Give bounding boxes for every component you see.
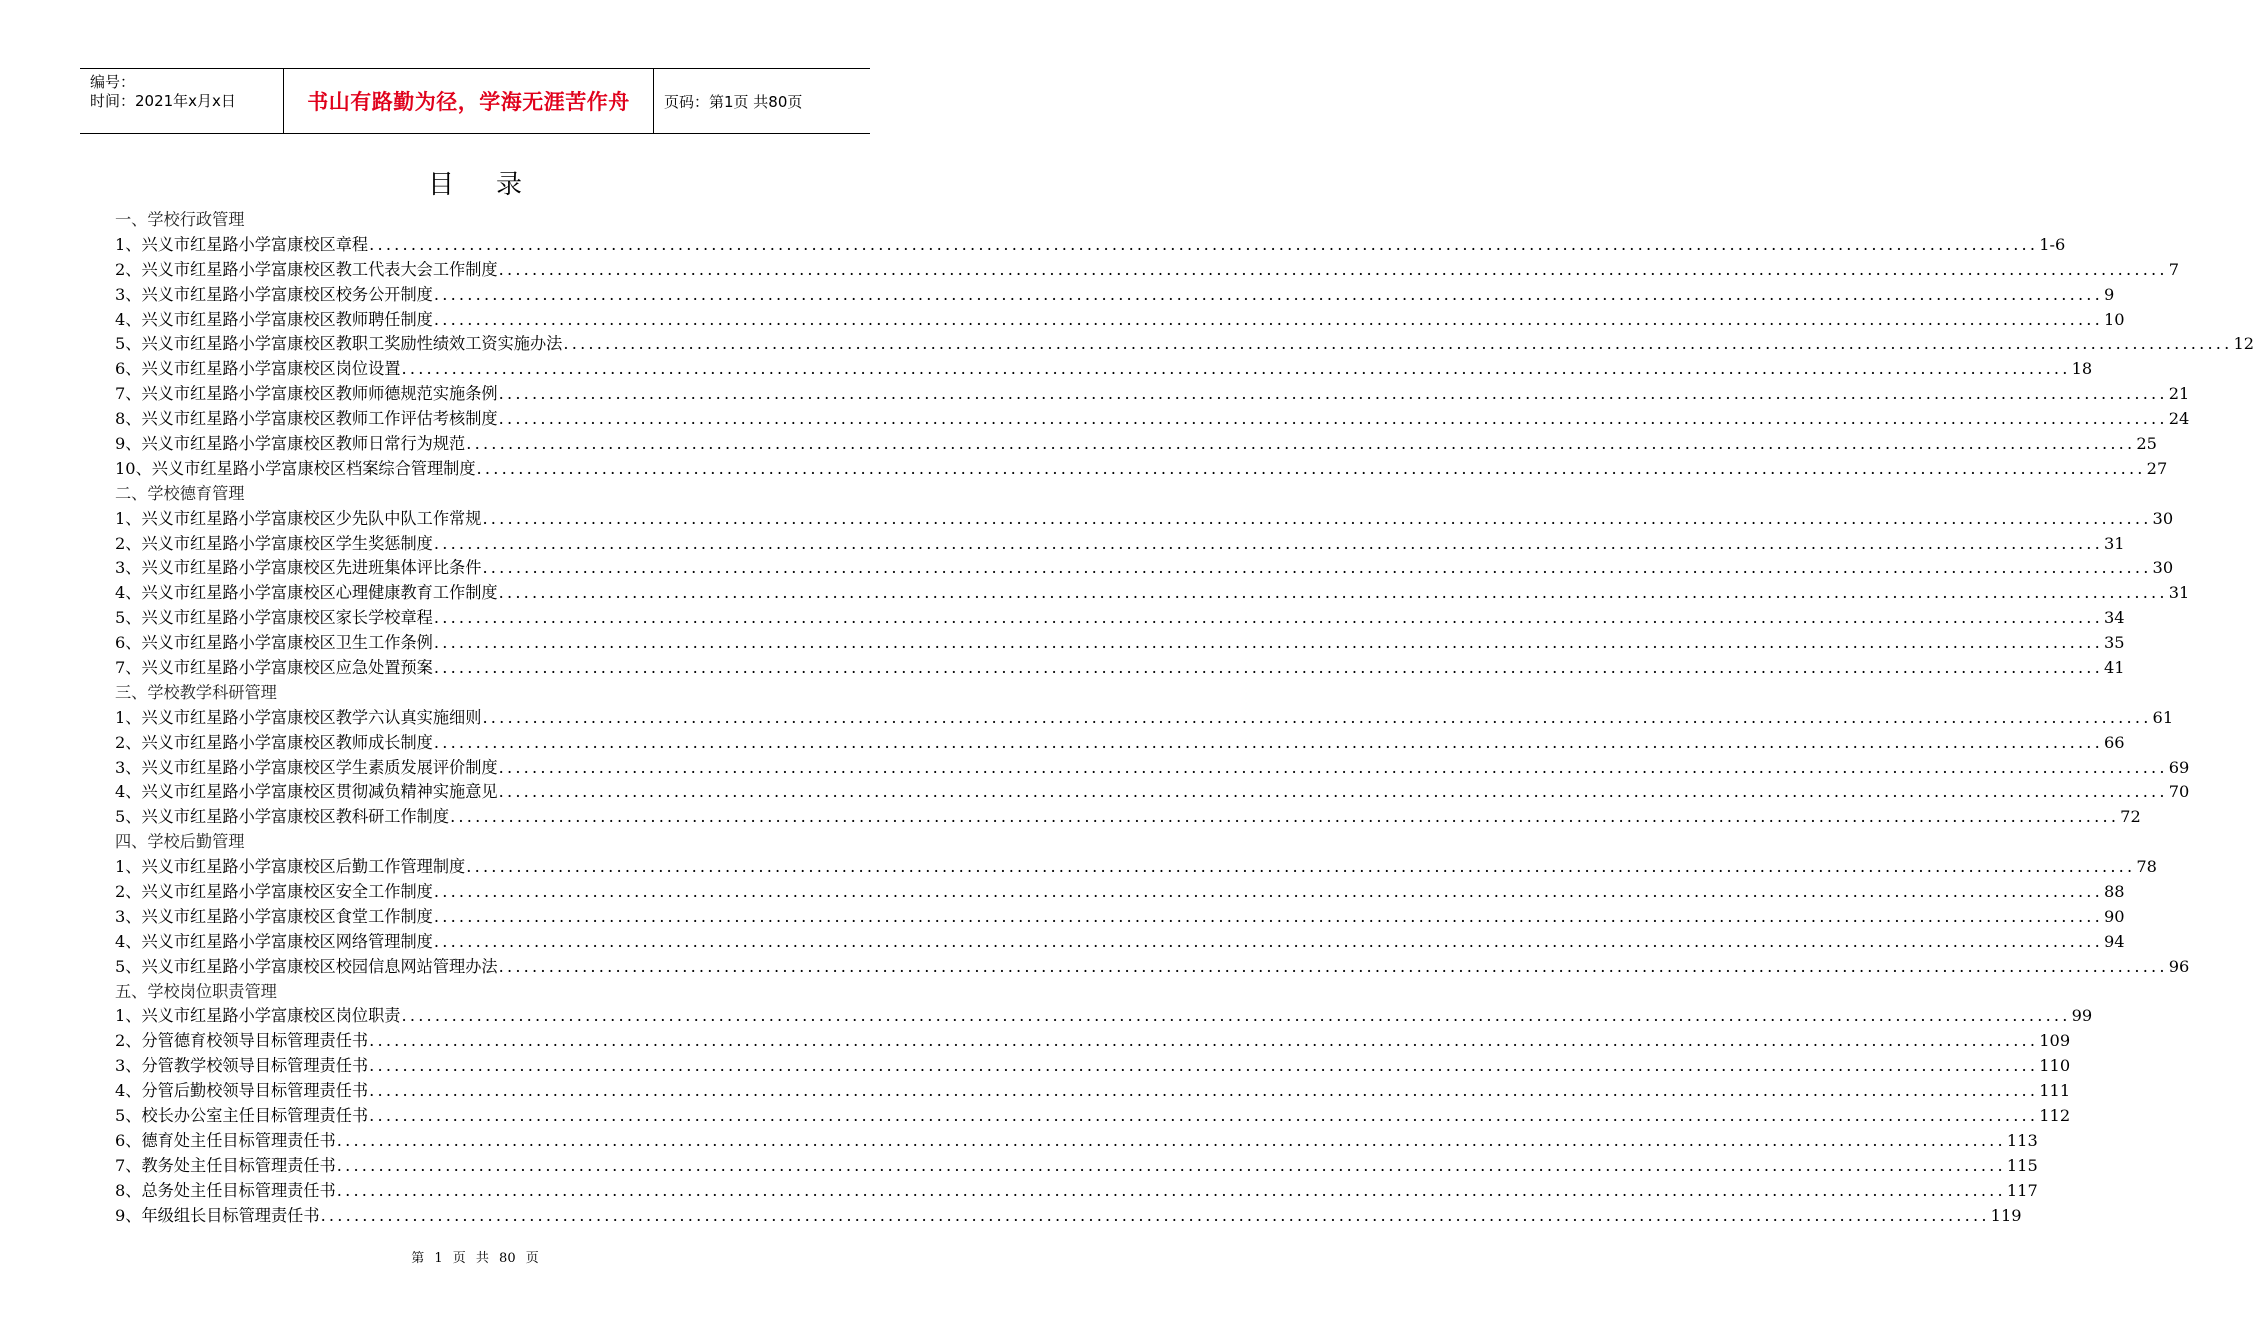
toc-label: 7、兴义市红星路小学富康校区教师师德规范实施条例 [115,384,498,404]
toc-leader-dots: ........................................................................................................................................................................................................ [433,931,2103,951]
toc-page-number: 35 [2103,633,2125,653]
toc-entry[interactable] [115,507,2174,532]
toc-leader-dots: ........................................................................................................................................................................................................ [498,409,2168,429]
toc-entry[interactable] [115,1029,2071,1054]
toc-section [115,208,837,233]
toc-label: 4、兴义市红星路小学富康校区心理健康教育工作制度 [115,583,498,603]
toc-page-number: 10 [2103,309,2125,329]
toc-entry[interactable] [115,1129,2038,1154]
toc-leader-dots: ........................................................................................................................................................................................................ [466,434,2136,453]
toc-entry[interactable] [115,1154,2038,1179]
toc-label: 1、兴义市红星路小学富康校区后勤工作管理制度 [115,857,466,877]
toc-leader-dots: ........................................................................................................................................................................................................ [498,583,2168,603]
toc-leader-dots: ........................................................................................................................................................................................................ [336,1130,2006,1150]
toc-label: 3、兴义市红星路小学富康校区食堂工作制度 [115,906,433,926]
toc-page-number: 109 [2039,1031,2071,1051]
code-label: 编号： [90,73,136,91]
toc-entry[interactable] [115,706,2174,731]
toc-entry[interactable] [115,581,2190,606]
toc-page-number: 31 [2168,583,2190,603]
toc-leader-dots: ........................................................................................................................................................................................................ [482,707,2152,727]
toc-label: 1、兴义市红星路小学富康校区岗位职责 [115,1006,401,1026]
toc-leader-dots: ........................................................................................................................................................................................................ [336,1155,2006,1175]
toc-entry[interactable] [115,1005,2093,1030]
toc-entry[interactable] [115,382,2190,407]
toc-leader-dots: ........................................................................................................................................................................................................ [320,1205,1990,1225]
toc-label: 5、兴义市红星路小学富康校区校园信息网站管理办法 [115,956,498,976]
toc-label: 5、兴义市红星路小学富康校区家长学校章程 [115,608,433,628]
toc-leader-dots: ........................................................................................................................................................................................................ [498,384,2168,404]
toc-leader-dots: ........................................................................................................................................................................................................ [369,1031,2039,1051]
toc-leader-dots: ........................................................................................................................................................................................................ [401,359,2071,379]
toc-label: 6、兴义市红星路小学富康校区岗位设置 [115,359,401,379]
toc-label: 2、兴义市红星路小学富康校区教工代表大会工作制度 [115,259,498,279]
toc-entry[interactable] [115,1054,2071,1079]
toc-leader-dots: ........................................................................................................................................................................................................ [476,458,2146,478]
toc-leader-dots: ........................................................................................................................................................................................................ [482,508,2152,528]
toc-leader-dots: ........................................................................................................................................................................................................ [401,1006,2071,1026]
page-header [80,68,870,134]
toc-page-number: 30 [2152,558,2174,578]
toc-label: 5、兴义市红星路小学富康校区教科研工作制度 [115,807,450,827]
toc-label: 4、分管后勤校领导目标管理责任书 [115,1081,369,1101]
header-motto: 书山有路勤为径，学海无涯苦作舟 [284,69,654,133]
toc-entry[interactable] [115,258,2180,283]
toc-leader-dots: ........................................................................................................................................................................................................ [498,956,2168,976]
toc-label: 3、兴义市红星路小学富康校区校务公开制度 [115,284,433,304]
toc-label: 5、校长办公室主任目标管理责任书 [115,1106,369,1126]
toc-page-number: 115 [2006,1155,2038,1175]
toc-entry[interactable] [115,407,2190,432]
toc-leader-dots: ........................................................................................................................................................................................................ [369,1056,2039,1076]
toc-leader-dots: ........................................................................................................................................................................................................ [433,882,2103,902]
toc-leader-dots: ........................................................................................................................................................................................................ [433,732,2103,752]
toc-page-number: 1-6 [2039,234,2066,254]
toc-leader-dots: ........................................................................................................................................................................................................ [482,558,2152,578]
toc-leader-dots: ........................................................................................................................................................................................................ [433,284,2103,304]
toc-page-number: 24 [2168,409,2190,429]
toc-label: 1、兴义市红星路小学富康校区教学六认真实施细则 [115,707,482,727]
toc-page-number: 69 [2168,757,2190,777]
toc-label: 6、兴义市红星路小学富康校区卫生工作条例 [115,633,433,653]
toc-entry[interactable] [115,1079,2071,1104]
toc-label: 4、兴义市红星路小学富康校区教师聘任制度 [115,309,433,329]
toc-page-number: 25 [2136,434,2157,453]
toc-leader-dots: ........................................................................................................................................................................................................ [433,906,2103,926]
toc-leader-dots: ........................................................................................................................................................................................................ [433,309,2103,329]
toc-leader-dots: ........................................................................................................................................................................................................ [498,782,2168,802]
toc-entry[interactable] [115,1179,2038,1204]
toc-section [115,681,837,706]
toc-leader-dots: ........................................................................................................................................................................................................ [498,757,2168,777]
toc-leader-dots: ........................................................................................................................................................................................................ [563,334,2233,354]
toc-entry[interactable] [115,756,2190,781]
toc-page-number: 113 [2006,1130,2038,1150]
toc-label: 2、兴义市红星路小学富康校区教师成长制度 [115,732,433,752]
toc-label: 4、兴义市红星路小学富康校区网络管理制度 [115,931,433,951]
toc-label: 4、兴义市红星路小学富康校区贯彻减负精神实施意见 [115,782,498,802]
page-title: 目录 [427,170,564,200]
toc-label: 8、兴义市红星路小学富康校区教师工作评估考核制度 [115,409,498,429]
toc-leader-dots: ........................................................................................................................................................................................................ [450,807,2120,827]
toc-page-number: 70 [2168,782,2190,802]
header-page-info: 页码：第1页 共80页 [664,92,803,111]
toc-leader-dots: ........................................................................................................................................................................................................ [433,658,2103,678]
toc-entry[interactable] [115,731,2125,756]
toc-entry[interactable] [115,1204,2022,1229]
toc-label: 3、兴义市红星路小学富康校区学生素质发展评价制度 [115,757,498,777]
toc-entry[interactable] [115,1104,2071,1129]
toc-page-number: 111 [2039,1081,2071,1101]
toc-leader-dots: ........................................................................................................................................................................................................ [433,633,2103,653]
toc-page-number: 72 [2120,807,2141,827]
toc-label: 6、德育处主任目标管理责任书 [115,1130,336,1150]
toc-entry[interactable] [115,283,2115,308]
toc-label: 四、学校后勤管理 [115,832,245,852]
toc-page-number: 119 [1990,1205,2022,1225]
toc-page-number: 94 [2103,931,2125,951]
page-footer: 第 1 页 共 80 页 [411,1251,539,1266]
toc-entry[interactable] [115,357,2093,382]
toc-leader-dots: ........................................................................................................................................................................................................ [466,857,2136,877]
toc-label: 一、学校行政管理 [115,209,245,229]
toc-page-number: 99 [2071,1006,2093,1026]
toc-page-number: 34 [2103,608,2125,628]
toc-entry[interactable] [115,930,2125,955]
toc-page-number: 7 [2168,259,2180,279]
toc-leader-dots: ........................................................................................................................................................................................................ [498,259,2168,279]
toc-page-number: 31 [2103,533,2125,553]
toc-page-number: 61 [2152,707,2174,727]
toc-page-number: 41 [2103,658,2125,678]
toc-page-number: 30 [2152,508,2174,528]
toc-page-number: 96 [2168,956,2190,976]
toc-page-number: 112 [2039,1106,2071,1126]
toc-entry[interactable] [115,606,2125,631]
toc-page-number: 66 [2103,732,2125,752]
toc-page-number: 9 [2103,284,2115,304]
toc-page-number: 27 [2146,458,2168,478]
toc-label: 三、学校教学科研管理 [115,682,277,702]
time-label: 时间：2021年x月x日 [90,92,236,110]
toc-section [115,482,837,507]
toc-label: 8、总务处主任目标管理责任书 [115,1180,336,1200]
toc-entry[interactable] [115,656,2125,681]
toc-entry[interactable] [115,855,2157,880]
toc-entry[interactable] [115,332,2254,357]
toc-label: 7、兴义市红星路小学富康校区应急处置预案 [115,658,433,678]
toc-label: 3、分管教学校领导目标管理责任书 [115,1056,369,1076]
toc-page-number: 90 [2103,906,2125,926]
toc-leader-dots: ........................................................................................................................................................................................................ [369,234,2039,254]
toc-page-number: 12 [2233,334,2254,354]
toc-leader-dots: ........................................................................................................................................................................................................ [433,608,2103,628]
toc-page-number: 110 [2039,1056,2071,1076]
toc-leader-dots: ........................................................................................................................................................................................................ [369,1106,2039,1126]
toc-label: 2、兴义市红星路小学富康校区安全工作制度 [115,882,433,902]
toc-entry[interactable] [115,233,2066,258]
toc-page-number: 78 [2136,857,2157,877]
toc-label: 2、分管德育校领导目标管理责任书 [115,1031,369,1051]
toc-entry[interactable] [115,631,2125,656]
toc-entry[interactable] [115,955,2190,980]
toc-entry[interactable] [115,556,2174,581]
toc-label: 3、兴义市红星路小学富康校区先进班集体评比条件 [115,558,482,578]
toc-entry[interactable] [115,880,2125,905]
toc-section [115,980,837,1005]
toc-label: 7、教务处主任目标管理责任书 [115,1155,336,1175]
toc-entry[interactable] [115,780,2190,805]
toc-label: 5、兴义市红星路小学富康校区教职工奖励性绩效工资实施办法 [115,334,563,354]
table-of-contents [115,208,2254,1229]
toc-label: 1、兴义市红星路小学富康校区少先队中队工作常规 [115,508,482,528]
toc-label: 1、兴义市红星路小学富康校区章程 [115,234,369,254]
toc-entry[interactable] [115,532,2125,557]
toc-label: 2、兴义市红星路小学富康校区学生奖惩制度 [115,533,433,553]
toc-entry[interactable] [115,457,2168,482]
toc-page-number: 21 [2168,384,2190,404]
toc-section [115,830,837,855]
toc-entry[interactable] [115,805,2141,830]
header-meta [80,69,284,133]
toc-label: 9、兴义市红星路小学富康校区教师日常行为规范 [115,434,466,453]
toc-entry[interactable] [115,308,2125,333]
toc-entry[interactable] [115,432,2157,457]
toc-leader-dots: ........................................................................................................................................................................................................ [336,1180,2006,1200]
toc-leader-dots: ........................................................................................................................................................................................................ [433,533,2103,553]
toc-page-number: 18 [2071,359,2093,379]
toc-entry[interactable] [115,905,2125,930]
toc-label: 9、年级组长目标管理责任书 [115,1205,320,1225]
toc-leader-dots: ........................................................................................................................................................................................................ [369,1081,2039,1101]
toc-page-number: 88 [2103,882,2125,902]
toc-label: 五、学校岗位职责管理 [115,981,277,1001]
toc-label: 10、兴义市红星路小学富康校区档案综合管理制度 [115,458,476,478]
toc-label: 二、学校德育管理 [115,483,245,503]
toc-page-number: 117 [2006,1180,2038,1200]
